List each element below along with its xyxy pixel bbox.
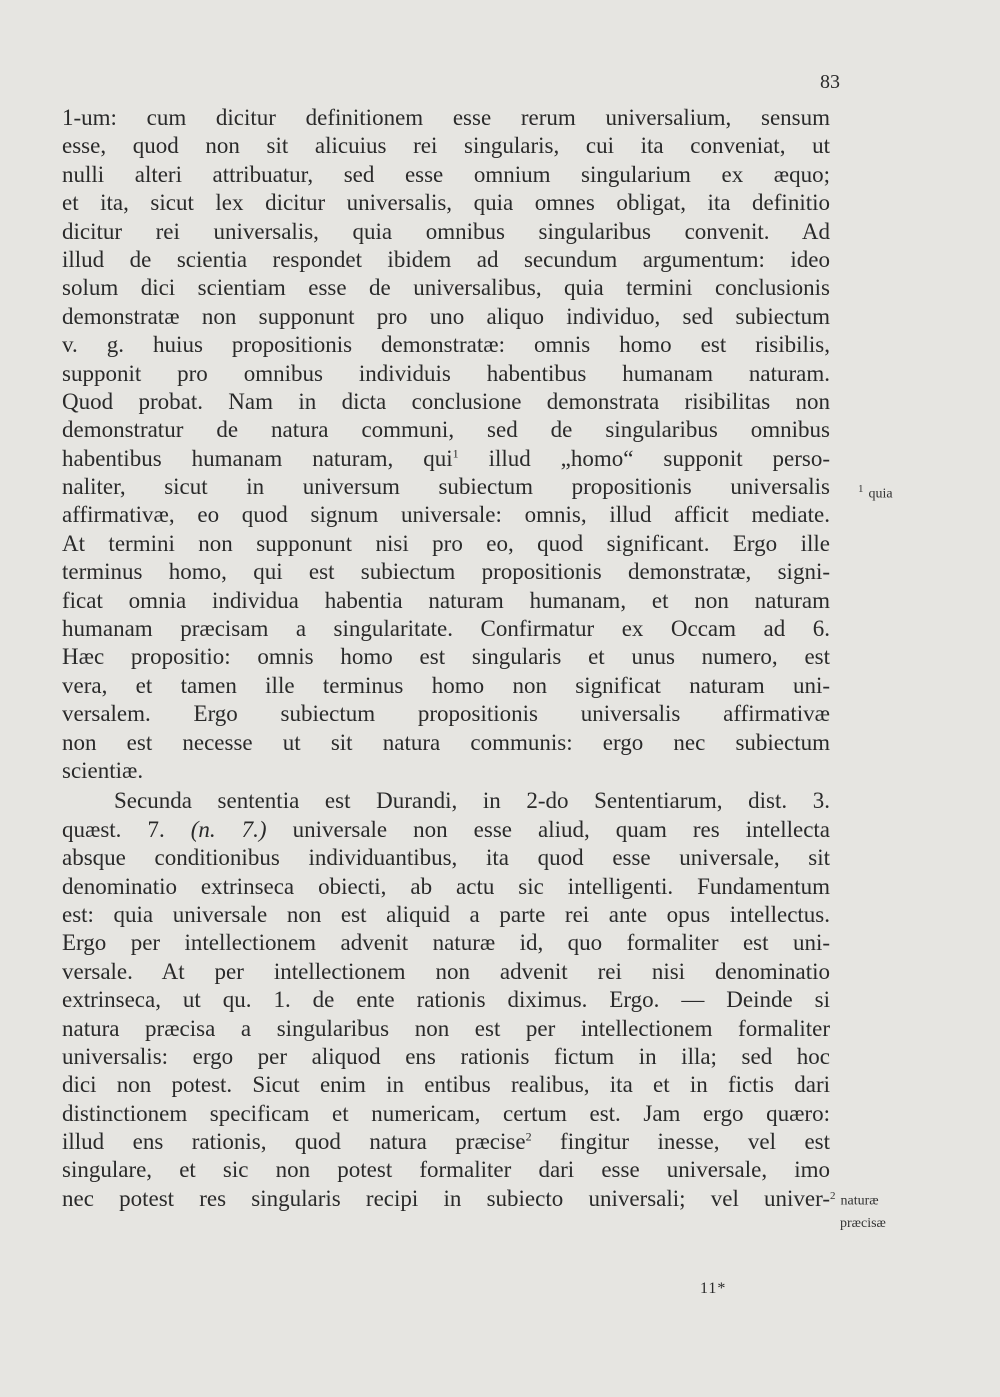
text-line: illud de scientia respondet ibidem ad secundum argumentum: ideo xyxy=(62,246,830,272)
text-segment: fingitur inesse, vel est xyxy=(560,1129,830,1155)
text-line: affirmativæ, eo quod signum universale: omnis, illud afficit mediate. xyxy=(62,502,830,528)
text-line: et ita, sicut lex dicitur universalis, quia omnes obligat, ita definitio xyxy=(62,190,830,216)
text-line: est: quia universale non est aliquid a parte rei ante opus intellectus. xyxy=(62,901,830,927)
text-segment: illud ens rationis, quod natura præcise xyxy=(62,1129,526,1155)
margin-note-2 xyxy=(830,1185,886,1235)
text-line: non est necesse ut sit natura communis: ergo nec subiectum xyxy=(62,729,830,755)
margin-note-text: quia xyxy=(868,486,893,502)
text-line: singulare, et sic non potest formaliter dari esse universale, imo xyxy=(62,1157,830,1183)
margin-note-text: naturæ xyxy=(840,1193,879,1209)
text-line xyxy=(62,445,830,473)
signature-mark: 11* xyxy=(700,1280,727,1297)
text-line: extrinseca, ut qu. 1. de ente rationis diximus. Ergo. — Deinde si xyxy=(62,987,830,1013)
page-number: 83 xyxy=(820,71,840,93)
citation-italic: (n. 7.) xyxy=(190,816,267,842)
text-line: scientiæ. xyxy=(62,757,144,783)
margin-note-text: præcisæ xyxy=(840,1215,886,1231)
text-line: nulli alteri attribuatur, sed esse omnium singularium ex æquo; xyxy=(62,161,830,187)
text-line: Ergo per intellectionem advenit naturæ id, quo formaliter est uni- xyxy=(62,930,830,956)
text-line: Hæc propositio: omnis homo est singularis et unus numero, est xyxy=(62,644,830,670)
text-line: absque conditionibus individuantibus, ita quod esse universale, sit xyxy=(62,845,830,871)
text-line: esse, quod non sit alicuius rei singularis, cui ita conveniat, ut xyxy=(62,133,830,159)
margin-note-marker: 1 xyxy=(858,483,864,495)
footnote-marker: 1 xyxy=(452,446,459,461)
text-line: naliter, sicut in universum subiectum propositionis universalis xyxy=(62,474,830,500)
text-segment: habentibus humanam naturam, qui xyxy=(62,445,453,471)
text-line xyxy=(62,816,830,844)
text-line: supponit pro omnibus individuis habentibus humanam naturam. xyxy=(62,360,830,386)
text-segment: illud „homo“ supponit perso- xyxy=(488,445,830,471)
text-line xyxy=(62,1128,830,1156)
footnote-marker: 2 xyxy=(525,1129,532,1144)
margin-note-marker: 2 xyxy=(830,1190,836,1202)
text-line: versale. At per intellectionem non advenit rei nisi denominatio xyxy=(62,958,830,984)
text-line: distinctionem specificam et numericam, certum est. Jam ergo quæro: xyxy=(62,1100,830,1126)
body-text xyxy=(62,104,830,1213)
text-line: vera, et tamen ille terminus homo non significat naturam uni- xyxy=(62,672,830,698)
text-line: nec potest res singularis recipi in subiecto universali; vel univer- xyxy=(62,1185,830,1211)
margin-note-1 xyxy=(858,478,893,506)
text-line: humanam præcisam a singularitate. Confirmatur ex Occam ad 6. xyxy=(62,616,830,642)
text-line: demonstratur de natura communi, sed de singularibus omnibus xyxy=(62,417,830,443)
text-line: versalem. Ergo subiectum propositionis universalis affirmativæ xyxy=(62,701,830,727)
text-line: v. g. huius propositionis demonstratæ: omnis homo est risibilis, xyxy=(62,332,830,358)
text-line: solum dici scientiam esse de universalibus, quia termini conclusionis xyxy=(62,275,830,301)
text-line: Secunda sententia est Durandi, in 2-do Sententiarum, dist. 3. xyxy=(114,788,830,814)
text-line: terminus homo, qui est subiectum propositionis demonstratæ, signi- xyxy=(62,559,830,585)
text-line: dicitur rei universalis, quia omnibus singularibus convenit. Ad xyxy=(62,218,830,244)
text-line: ficat omnia individua habentia naturam humanam, et non naturam xyxy=(62,587,830,613)
text-line: 1-um: cum dicitur definitionem esse rerum universalium, sensum xyxy=(62,105,830,130)
text-segment: quæst. 7. xyxy=(62,816,165,842)
text-segment: universale non esse aliud, quam res intellecta xyxy=(292,816,830,842)
text-line: denominatio extrinseca obiecti, ab actu sic intelligenti. Fundamentum xyxy=(62,873,830,899)
text-line: universalis: ergo per aliquod ens rationis fictum in illa; sed hoc xyxy=(62,1043,830,1069)
text-line: Quod probat. Nam in dicta conclusione demonstrata risibilitas non xyxy=(62,388,830,414)
text-line: dici non potest. Sicut enim in entibus realibus, ita et in fictis dari xyxy=(62,1072,830,1098)
text-line: natura præcisa a singularibus non est per intellectionem formaliter xyxy=(62,1015,830,1041)
text-line: At termini non supponunt nisi pro eo, quod significant. Ergo ille xyxy=(62,530,830,556)
text-line: demonstratæ non supponunt pro uno aliquo individuo, sed subiectum xyxy=(62,303,830,329)
